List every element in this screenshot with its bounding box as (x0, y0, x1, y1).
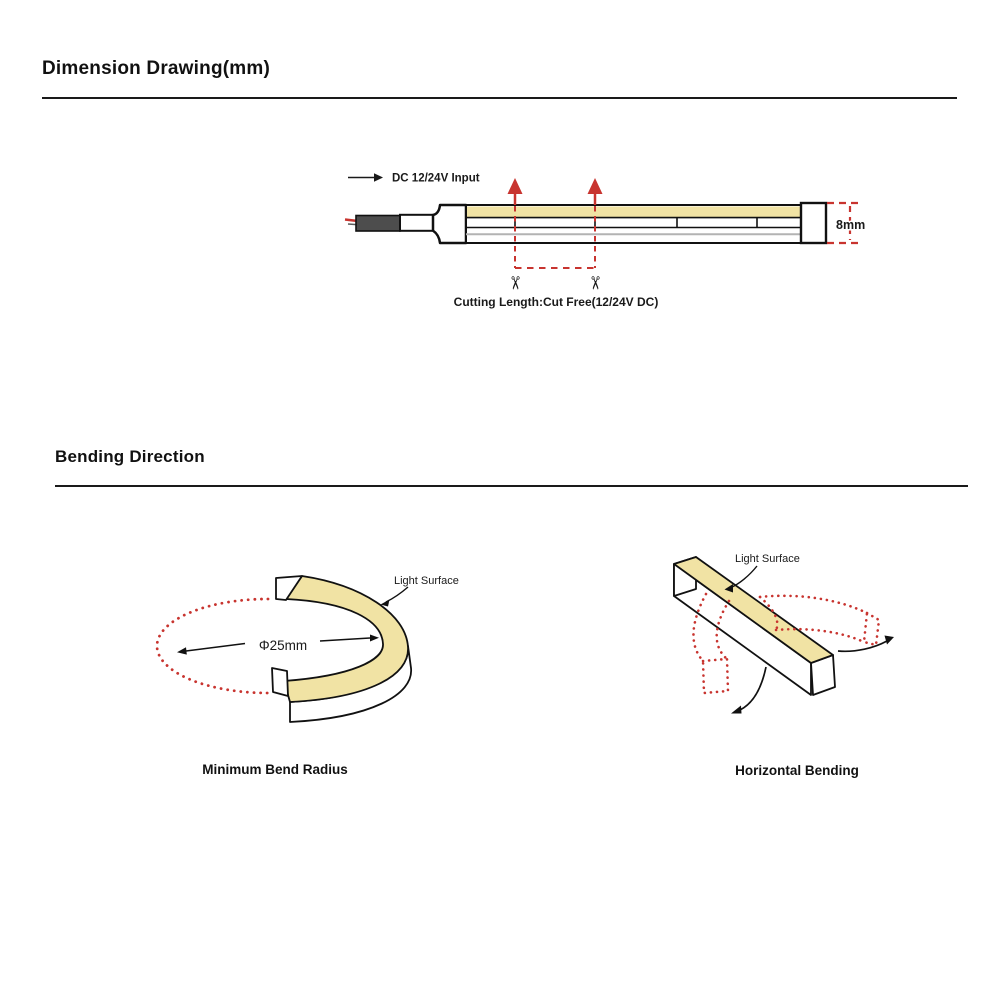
dc-input-callout (348, 173, 480, 185)
scissors-icon: ✂ (585, 275, 605, 291)
curved-strip-bottom-end (272, 668, 288, 696)
bend-diameter-dotted-circle (157, 599, 268, 693)
down-left-arrow-icon (731, 706, 742, 714)
bend-outline-dotted (760, 596, 867, 613)
minimum-bend-radius-diagram (157, 575, 459, 722)
strip-end-cap (801, 203, 826, 243)
light-surface-label: Light Surface (735, 553, 800, 565)
horizontal-bending-caption: Horizontal Bending (735, 763, 859, 778)
dimension-drawing (340, 160, 970, 320)
power-cable (345, 215, 433, 231)
right-arrow-icon (374, 173, 383, 182)
width-dimension-label: 8mm (836, 218, 866, 232)
dimension-section-title: Dimension Drawing(mm) (42, 58, 270, 79)
width-dimension (827, 203, 865, 243)
led-strip-body (466, 203, 826, 243)
diameter-label: Φ25mm (258, 638, 308, 653)
bend-end-face-dotted (703, 659, 728, 693)
min-bend-radius-caption: Minimum Bend Radius (202, 762, 348, 777)
cable-sheath (356, 216, 400, 232)
bending-direction-diagrams (140, 530, 970, 745)
section-divider-line (42, 97, 957, 99)
horizontal-bending-diagram (674, 553, 894, 714)
bend-direction-arrow-line (740, 667, 766, 710)
scissors-icon: ✂ (505, 275, 525, 291)
cutting-length-label: Cutting Length:Cut Free(12/24V DC) (453, 295, 659, 309)
strip-light-surface (467, 207, 800, 218)
section-divider-line (55, 485, 968, 487)
bend-direction-arrow-line (838, 641, 887, 651)
bending-section-title: Bending Direction (55, 447, 205, 466)
left-arrow-icon (177, 647, 187, 654)
diameter-arrow-line (320, 638, 370, 641)
up-arrow-icon (588, 178, 603, 194)
diameter-arrow-line (186, 644, 245, 652)
cable-neck (400, 215, 433, 231)
bend-end-face-dotted (864, 613, 879, 645)
dc-input-label: DC 12/24V Input (392, 172, 480, 185)
strip-end-connector (433, 205, 466, 243)
right-arrow-icon (370, 635, 379, 642)
light-surface-label: Light Surface (394, 575, 459, 587)
up-arrow-icon (508, 178, 523, 194)
up-right-arrow-icon (885, 636, 895, 645)
